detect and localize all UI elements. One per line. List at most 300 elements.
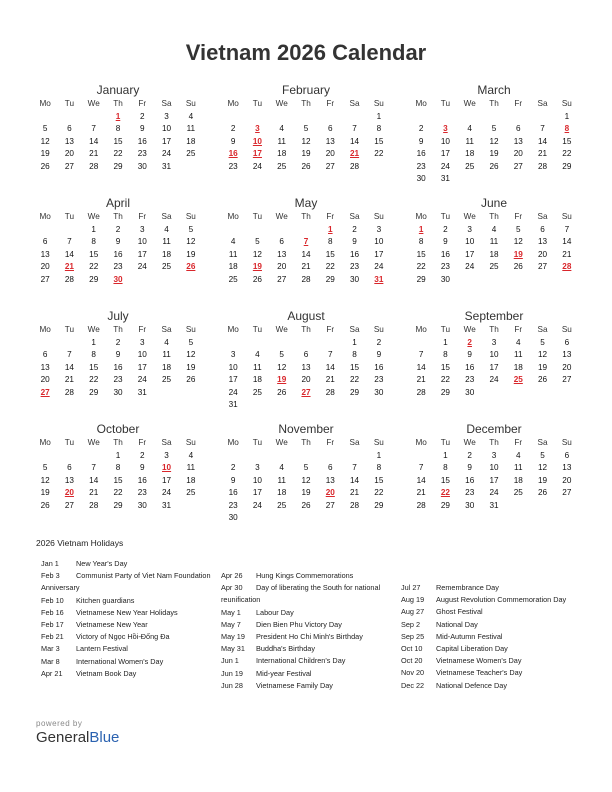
holiday-item (41, 558, 211, 570)
empty-cell (33, 337, 57, 350)
day-cell: 10 (137, 350, 147, 359)
holiday-item (401, 655, 576, 667)
day-cell: 24 (374, 262, 384, 271)
day-cell: 27 (562, 375, 572, 384)
day-cell: 15 (374, 136, 384, 146)
day-cell: 24 (162, 488, 172, 497)
day-cell: 16 (440, 249, 450, 259)
holiday-date-label: Jun 1 (221, 656, 239, 666)
day-cell: 26 (40, 500, 50, 510)
day-cell: 4 (279, 463, 284, 472)
holiday-date-label: Feb 21 (41, 632, 64, 642)
day-cell: 13 (562, 463, 572, 472)
day-cell: 30 (440, 274, 450, 284)
day-cell: 27 (64, 500, 74, 510)
day-cell: 27 (325, 161, 335, 171)
day-cell: 31 (228, 400, 238, 409)
holiday-name: August Revolution Commemoration Day (436, 595, 567, 605)
empty-cell (33, 111, 57, 124)
holiday-column-1 (41, 558, 211, 680)
weekday-header: Tu (64, 438, 75, 447)
holiday-item (221, 668, 399, 680)
day-cell: 1 (443, 450, 448, 460)
day-cell: 29 (113, 500, 123, 510)
holiday-date-label: Oct 20 (401, 656, 423, 666)
day-cell: 25 (252, 387, 262, 397)
day-cell: 10 (489, 350, 499, 359)
holiday-item (221, 631, 399, 643)
weekday-header: Th (301, 212, 311, 221)
day-cell: 12 (186, 350, 196, 359)
holiday-date: 3 (255, 124, 260, 133)
day-cell: 4 (467, 124, 472, 133)
day-cell: 27 (538, 262, 548, 271)
holiday-date: 17 (252, 149, 262, 158)
day-cell: 1 (115, 450, 121, 460)
weekday-header: Sa (161, 212, 172, 221)
day-cell: 28 (89, 161, 99, 171)
day-cell: 5 (188, 337, 194, 347)
empty-cell (245, 111, 269, 124)
logo-blue: Blue (89, 729, 120, 746)
weekday-header: Mo (39, 325, 51, 334)
day-cell: 29 (416, 274, 426, 284)
month-august (221, 308, 391, 421)
day-cell: 13 (513, 136, 523, 146)
weekday-header: We (275, 212, 288, 221)
day-cell: 3 (376, 224, 382, 234)
logo-general: General (36, 729, 90, 746)
holiday-name: Communist Party of Viet Nam Foundation Anniversary (41, 571, 211, 593)
day-cell: 26 (301, 500, 311, 510)
holiday-name: Buddha's Birthday (256, 644, 315, 654)
day-cell: 23 (374, 375, 384, 384)
empty-cell (530, 111, 554, 124)
holiday-date-label: Aug 19 (401, 595, 425, 605)
weekday-header: Th (489, 438, 499, 447)
day-cell: 14 (89, 475, 99, 485)
weekday-header: Tu (440, 99, 451, 108)
holiday-date-label: Sep 25 (401, 631, 425, 641)
day-cell: 5 (255, 237, 260, 246)
weekday-header: Mo (415, 325, 427, 334)
holiday-name: Victory of Ngọc Hồi-Đống Đa (76, 632, 170, 642)
day-cell: 10 (228, 362, 238, 372)
day-cell: 21 (325, 375, 335, 384)
day-cell: 12 (40, 136, 50, 146)
weekday-header: Sa (349, 212, 360, 221)
weekday-header: Tu (440, 212, 451, 221)
day-cell: 2 (376, 337, 382, 347)
page-title: Vietnam 2026 Calendar (185, 40, 427, 65)
weekday-header: Su (185, 438, 196, 447)
holiday-date-label: May 31 (221, 644, 245, 654)
month-name: April (105, 196, 130, 210)
day-cell: 7 (67, 237, 72, 246)
day-cell: 24 (489, 488, 499, 497)
weekday-header: We (87, 212, 100, 221)
day-cell: 11 (162, 350, 171, 359)
day-cell: 28 (301, 274, 311, 284)
day-cell: 4 (164, 337, 169, 347)
holiday-item (401, 680, 576, 692)
day-cell: 8 (418, 237, 424, 246)
weekday-header: Fr (138, 99, 147, 108)
empty-cell (409, 337, 433, 350)
day-cell: 9 (376, 350, 382, 359)
day-cell: 24 (137, 375, 147, 384)
day-cell: 3 (140, 337, 145, 347)
day-cell: 9 (467, 350, 472, 359)
day-cell: 31 (440, 174, 450, 183)
day-cell: 15 (113, 475, 123, 485)
day-cell: 21 (538, 149, 548, 158)
weekday-header: We (463, 212, 476, 221)
day-cell: 21 (350, 488, 360, 497)
month-january (33, 82, 203, 195)
holiday-date-label: Feb 3 (41, 571, 60, 581)
holiday-item (221, 582, 399, 606)
weekday-header: Fr (326, 99, 335, 108)
day-cell: 3 (164, 111, 169, 121)
month-name: September (464, 309, 524, 323)
day-cell: 27 (513, 161, 523, 171)
holiday-date-label: Sep 2 (401, 619, 421, 629)
day-cell: 29 (325, 274, 335, 284)
day-cell: 14 (350, 475, 360, 485)
day-cell: 22 (374, 488, 384, 497)
day-cell: 25 (465, 161, 475, 171)
weekday-header: Su (561, 438, 572, 447)
holiday-item (221, 680, 399, 692)
day-cell: 13 (64, 475, 74, 485)
holiday-column-2 (221, 570, 399, 692)
day-cell: 16 (416, 149, 426, 158)
day-cell: 20 (301, 375, 311, 384)
day-cell: 3 (140, 224, 145, 234)
day-grid (409, 437, 579, 512)
weekday-header: We (87, 438, 100, 447)
weekday-header: Tu (440, 438, 451, 447)
day-cell: 5 (303, 463, 309, 472)
empty-cell (82, 450, 106, 463)
weekday-header: Mo (415, 212, 427, 221)
holiday-date: 20 (64, 488, 74, 497)
day-cell: 15 (440, 362, 450, 372)
day-cell: 24 (465, 262, 475, 271)
day-cell: 25 (489, 262, 499, 271)
day-cell: 27 (64, 161, 74, 171)
day-cell: 22 (113, 149, 123, 158)
day-cell: 21 (416, 488, 426, 497)
day-cell: 3 (491, 450, 497, 460)
holiday-name: President Ho Chi Minh's Birthday (256, 632, 363, 642)
day-cell: 8 (376, 124, 382, 133)
day-cell: 24 (252, 161, 262, 171)
day-cell: 18 (513, 362, 523, 372)
month-october (33, 421, 203, 534)
day-cell: 14 (64, 362, 74, 372)
day-cell: 20 (513, 149, 523, 158)
holiday-date: 19 (513, 249, 523, 259)
holiday-item (41, 631, 211, 643)
day-cell: 16 (350, 249, 360, 259)
day-cell: 6 (516, 124, 521, 133)
day-cell: 6 (540, 224, 545, 234)
holiday-item (401, 594, 576, 606)
day-cell: 26 (186, 375, 196, 384)
month-may (221, 195, 391, 308)
weekday-header: Fr (514, 212, 523, 221)
month-name: March (477, 83, 511, 97)
day-cell: 19 (40, 149, 50, 158)
day-cell: 25 (277, 161, 287, 171)
day-cell: 20 (538, 249, 548, 259)
weekday-header: Sa (349, 99, 360, 108)
day-cell: 2 (230, 463, 236, 472)
day-cell: 14 (64, 249, 74, 259)
day-cell: 1 (91, 224, 96, 234)
holiday-date-label: May 7 (221, 619, 241, 629)
weekday-header: Fr (326, 325, 335, 334)
day-cell: 15 (562, 136, 572, 146)
day-cell: 10 (465, 237, 475, 246)
holidays-title: 2026 Vietnam Holidays (36, 538, 124, 548)
day-cell: 3 (164, 450, 169, 460)
holiday-name: International Women's Day (76, 656, 164, 666)
holiday-date: 28 (562, 262, 572, 271)
empty-cell (318, 337, 342, 350)
day-grid (221, 211, 391, 286)
holiday-item (41, 619, 211, 631)
weekday-header: Th (489, 99, 499, 108)
weekday-header: Tu (440, 325, 451, 334)
weekday-header: Th (113, 212, 123, 221)
day-cell: 30 (465, 500, 475, 510)
day-cell: 28 (325, 387, 335, 397)
day-cell: 28 (350, 500, 360, 510)
day-cell: 18 (252, 375, 262, 384)
holiday-date-label: Oct 10 (401, 644, 423, 654)
day-cell: 9 (115, 350, 121, 359)
day-cell: 11 (228, 249, 238, 259)
holiday-date-label: Apr 30 (221, 583, 243, 593)
month-name: February (281, 83, 331, 97)
day-cell: 25 (277, 500, 287, 510)
empty-cell (318, 450, 342, 463)
weekday-header: Th (113, 438, 123, 447)
holiday-date-label: Mar 3 (41, 644, 60, 654)
weekday-header: Sa (537, 325, 548, 334)
empty-cell (294, 337, 318, 350)
empty-cell (245, 224, 269, 237)
day-cell: 28 (416, 387, 426, 397)
day-cell: 20 (325, 149, 335, 158)
holiday-date-label: Nov 20 (401, 668, 425, 678)
day-cell: 23 (137, 149, 147, 158)
day-cell: 13 (538, 237, 548, 246)
day-cell: 22 (350, 375, 360, 384)
generalblue-logo[interactable] (36, 729, 119, 746)
empty-cell (57, 224, 81, 237)
day-cell: 27 (562, 488, 572, 497)
weekday-header: Su (561, 99, 572, 108)
month-february (221, 82, 391, 195)
day-cell: 17 (489, 475, 499, 485)
holiday-date: 20 (325, 488, 335, 497)
weekday-header: Fr (326, 212, 335, 221)
day-cell: 16 (465, 475, 475, 485)
day-cell: 25 (162, 262, 172, 271)
day-cell: 6 (328, 124, 333, 133)
day-cell: 22 (89, 262, 99, 271)
day-cell: 6 (328, 463, 333, 472)
holiday-date: 21 (64, 262, 74, 271)
day-cell: 29 (562, 161, 572, 171)
holiday-date-label: Apr 21 (41, 668, 63, 678)
day-cell: 5 (303, 124, 309, 133)
day-cell: 17 (489, 362, 499, 372)
holiday-name: Lantern Festival (76, 644, 128, 654)
day-grid (33, 211, 203, 286)
day-cell: 26 (277, 387, 287, 397)
day-cell: 31 (137, 387, 147, 397)
day-cell: 12 (277, 362, 287, 372)
day-cell: 17 (374, 249, 384, 259)
day-cell: 2 (115, 337, 121, 347)
day-cell: 4 (516, 450, 521, 460)
day-cell: 4 (188, 450, 194, 460)
weekday-header: Tu (64, 99, 75, 108)
weekday-header: Mo (39, 99, 51, 108)
day-cell: 17 (137, 362, 147, 372)
day-grid (33, 98, 203, 173)
day-cell: 6 (564, 337, 570, 347)
holiday-name: Vietnamese New Year (76, 620, 148, 630)
day-grid (409, 324, 579, 399)
day-cell: 26 (301, 161, 311, 171)
day-cell: 16 (113, 362, 123, 372)
day-cell: 17 (465, 249, 475, 259)
day-cell: 11 (277, 475, 286, 485)
day-cell: 12 (489, 136, 499, 146)
weekday-header: Th (113, 99, 123, 108)
day-cell: 9 (352, 237, 357, 246)
day-cell: 25 (228, 274, 238, 284)
weekday-header: Sa (349, 438, 360, 447)
day-cell: 25 (186, 149, 196, 158)
day-cell: 19 (186, 249, 196, 259)
holiday-date-label: May 19 (221, 632, 245, 642)
holiday-name: New Year's Day (76, 559, 128, 568)
empty-cell (57, 337, 81, 350)
day-cell: 6 (279, 237, 284, 246)
day-cell: 21 (89, 488, 99, 497)
weekday-header: Mo (39, 212, 51, 221)
day-cell: 26 (513, 262, 523, 271)
weekday-header: We (275, 325, 288, 334)
day-cell: 10 (374, 237, 384, 246)
month-july (33, 308, 203, 421)
day-cell: 9 (140, 463, 145, 472)
day-cell: 24 (162, 149, 172, 158)
day-cell: 16 (374, 362, 384, 372)
holiday-date: 1 (418, 224, 424, 234)
day-cell: 21 (301, 262, 311, 271)
weekday-header: Tu (252, 438, 263, 447)
holiday-item (221, 655, 399, 667)
empty-cell (57, 450, 81, 463)
day-cell: 12 (186, 237, 196, 246)
holiday-date: 30 (113, 274, 123, 284)
day-cell: 10 (252, 475, 262, 485)
day-cell: 8 (91, 237, 96, 246)
holiday-item (221, 619, 399, 631)
day-cell: 4 (188, 111, 194, 121)
day-cell: 11 (253, 362, 262, 372)
day-cell: 24 (137, 262, 147, 271)
weekday-header: We (87, 325, 100, 334)
day-cell: 12 (301, 136, 311, 146)
weekday-header: Su (185, 325, 196, 334)
weekday-header: Fr (514, 325, 523, 334)
day-cell: 28 (350, 161, 360, 171)
empty-cell (33, 450, 57, 463)
holiday-item (221, 607, 399, 619)
day-cell: 12 (538, 350, 548, 359)
day-cell: 19 (538, 362, 548, 372)
day-cell: 27 (325, 500, 335, 510)
day-cell: 23 (113, 262, 123, 271)
day-cell: 14 (416, 475, 426, 485)
holiday-name: Labour Day (256, 607, 294, 617)
day-cell: 9 (443, 237, 448, 246)
empty-cell (221, 450, 245, 463)
holiday-date-label: Feb 10 (41, 595, 64, 605)
holiday-date: 27 (301, 387, 311, 397)
day-cell: 22 (374, 149, 384, 158)
day-cell: 2 (115, 224, 121, 234)
weekday-header: Su (373, 212, 384, 221)
day-cell: 28 (64, 387, 74, 397)
weekday-header: We (463, 438, 476, 447)
holiday-date: 10 (162, 463, 172, 472)
day-cell: 18 (186, 136, 196, 146)
day-cell: 13 (277, 249, 287, 259)
weekday-header: Su (373, 99, 384, 108)
day-cell: 7 (91, 463, 96, 472)
day-cell: 8 (376, 463, 382, 472)
empty-cell (245, 450, 269, 463)
day-cell: 2 (443, 224, 448, 234)
day-cell: 5 (188, 224, 194, 234)
month-grid-container (33, 82, 579, 534)
empty-cell (294, 111, 318, 124)
day-cell: 11 (514, 350, 523, 359)
day-grid (33, 324, 203, 399)
empty-cell (270, 337, 294, 350)
holiday-date: 8 (564, 124, 570, 133)
holiday-date: 21 (350, 149, 360, 158)
day-cell: 17 (440, 149, 450, 158)
day-cell: 9 (418, 136, 424, 146)
day-cell: 18 (465, 149, 475, 158)
holiday-item (41, 570, 211, 594)
weekday-header: Su (373, 325, 384, 334)
day-cell: 14 (350, 136, 360, 146)
holiday-date: 19 (277, 375, 287, 384)
day-cell: 23 (465, 375, 475, 384)
